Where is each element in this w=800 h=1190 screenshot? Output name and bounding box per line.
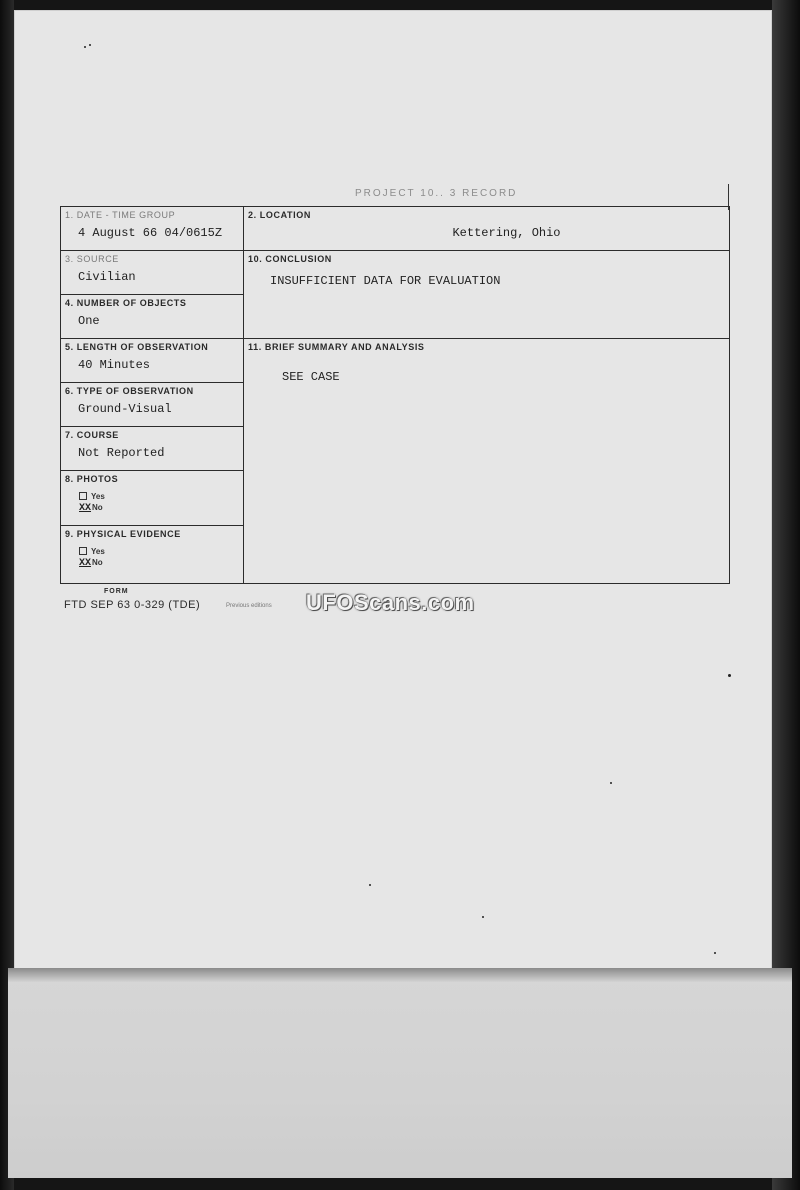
- physical-evidence-no-mark: XX: [79, 558, 92, 569]
- number-of-objects-value: One: [78, 314, 100, 328]
- photos-no-label: No: [92, 503, 103, 512]
- location-cell: [244, 207, 730, 251]
- dust-speck: [482, 916, 484, 918]
- physical-evidence-yes-label: Yes: [91, 547, 105, 556]
- course-value: Not Reported: [78, 446, 165, 460]
- location-value: Kettering, Ohio: [452, 226, 561, 240]
- watermark: UFOScans.com: [306, 590, 475, 615]
- form-word: FORM: [104, 588, 129, 595]
- checkbox-icon: [79, 492, 87, 500]
- date-time-group-label: 1. DATE - TIME GROUP: [65, 210, 176, 220]
- source-cell: [61, 251, 244, 295]
- form-code: FTD SEP 63 0-329 (TDE): [64, 599, 201, 611]
- checkbox-icon: [79, 547, 87, 555]
- type-of-observation-value: Ground-Visual: [78, 402, 172, 416]
- previous-editions-note: Previous editions: [226, 603, 272, 609]
- date-time-group-cell: [61, 207, 244, 251]
- conclusion-cell: [244, 251, 730, 339]
- photos-yes-label: Yes: [91, 492, 105, 501]
- physical-evidence-cell: [61, 526, 244, 584]
- dust-speck: [610, 782, 612, 784]
- brief-summary-value: SEE CASE: [282, 370, 340, 384]
- project-record-title: PROJECT 10.. 3 RECORD: [355, 188, 518, 199]
- length-of-observation-value: 40 Minutes: [78, 358, 151, 372]
- form-header: [321, 188, 731, 199]
- photos-no-mark: XX: [79, 503, 92, 514]
- conclusion-label: 10. CONCLUSION: [248, 254, 332, 264]
- brief-summary-label: 11. BRIEF SUMMARY AND ANALYSIS: [248, 342, 425, 352]
- course-label: 7. COURSE: [65, 430, 119, 440]
- number-of-objects-label: 4. NUMBER OF OBJECTS: [65, 298, 187, 308]
- photos-no-option: [61, 502, 243, 514]
- type-of-observation-cell: [61, 383, 244, 427]
- type-of-observation-label: 6. TYPE OF OBSERVATION: [65, 386, 194, 396]
- source-value: Civilian: [78, 270, 136, 284]
- physical-evidence-no-label: No: [92, 558, 103, 567]
- brief-summary-cell: [244, 339, 730, 584]
- dust-speck: [84, 46, 86, 48]
- date-time-group-value: 4 August 66 04/0615Z: [78, 226, 223, 240]
- photos-cell: [61, 471, 244, 526]
- course-cell: [61, 427, 244, 471]
- source-label: 3. SOURCE: [65, 254, 119, 264]
- sheet-shadow: [8, 968, 792, 982]
- record-form-table: [60, 206, 730, 584]
- length-of-observation-cell: [61, 339, 244, 383]
- physical-evidence-label: 9. PHYSICAL EVIDENCE: [65, 529, 181, 539]
- underlying-sheet: [8, 968, 792, 1178]
- physical-evidence-no-option: [61, 557, 243, 569]
- photos-label: 8. PHOTOS: [65, 474, 119, 484]
- dust-speck: [714, 952, 716, 954]
- dust-speck: [369, 884, 371, 886]
- length-of-observation-label: 5. LENGTH OF OBSERVATION: [65, 342, 209, 352]
- number-of-objects-cell: [61, 295, 244, 339]
- physical-evidence-yes-option: [61, 546, 243, 557]
- conclusion-value: INSUFFICIENT DATA FOR EVALUATION: [270, 274, 501, 288]
- dust-speck: [89, 44, 91, 46]
- photos-yes-option: [61, 491, 243, 502]
- dust-speck: [728, 674, 731, 677]
- location-label: 2. LOCATION: [248, 210, 311, 220]
